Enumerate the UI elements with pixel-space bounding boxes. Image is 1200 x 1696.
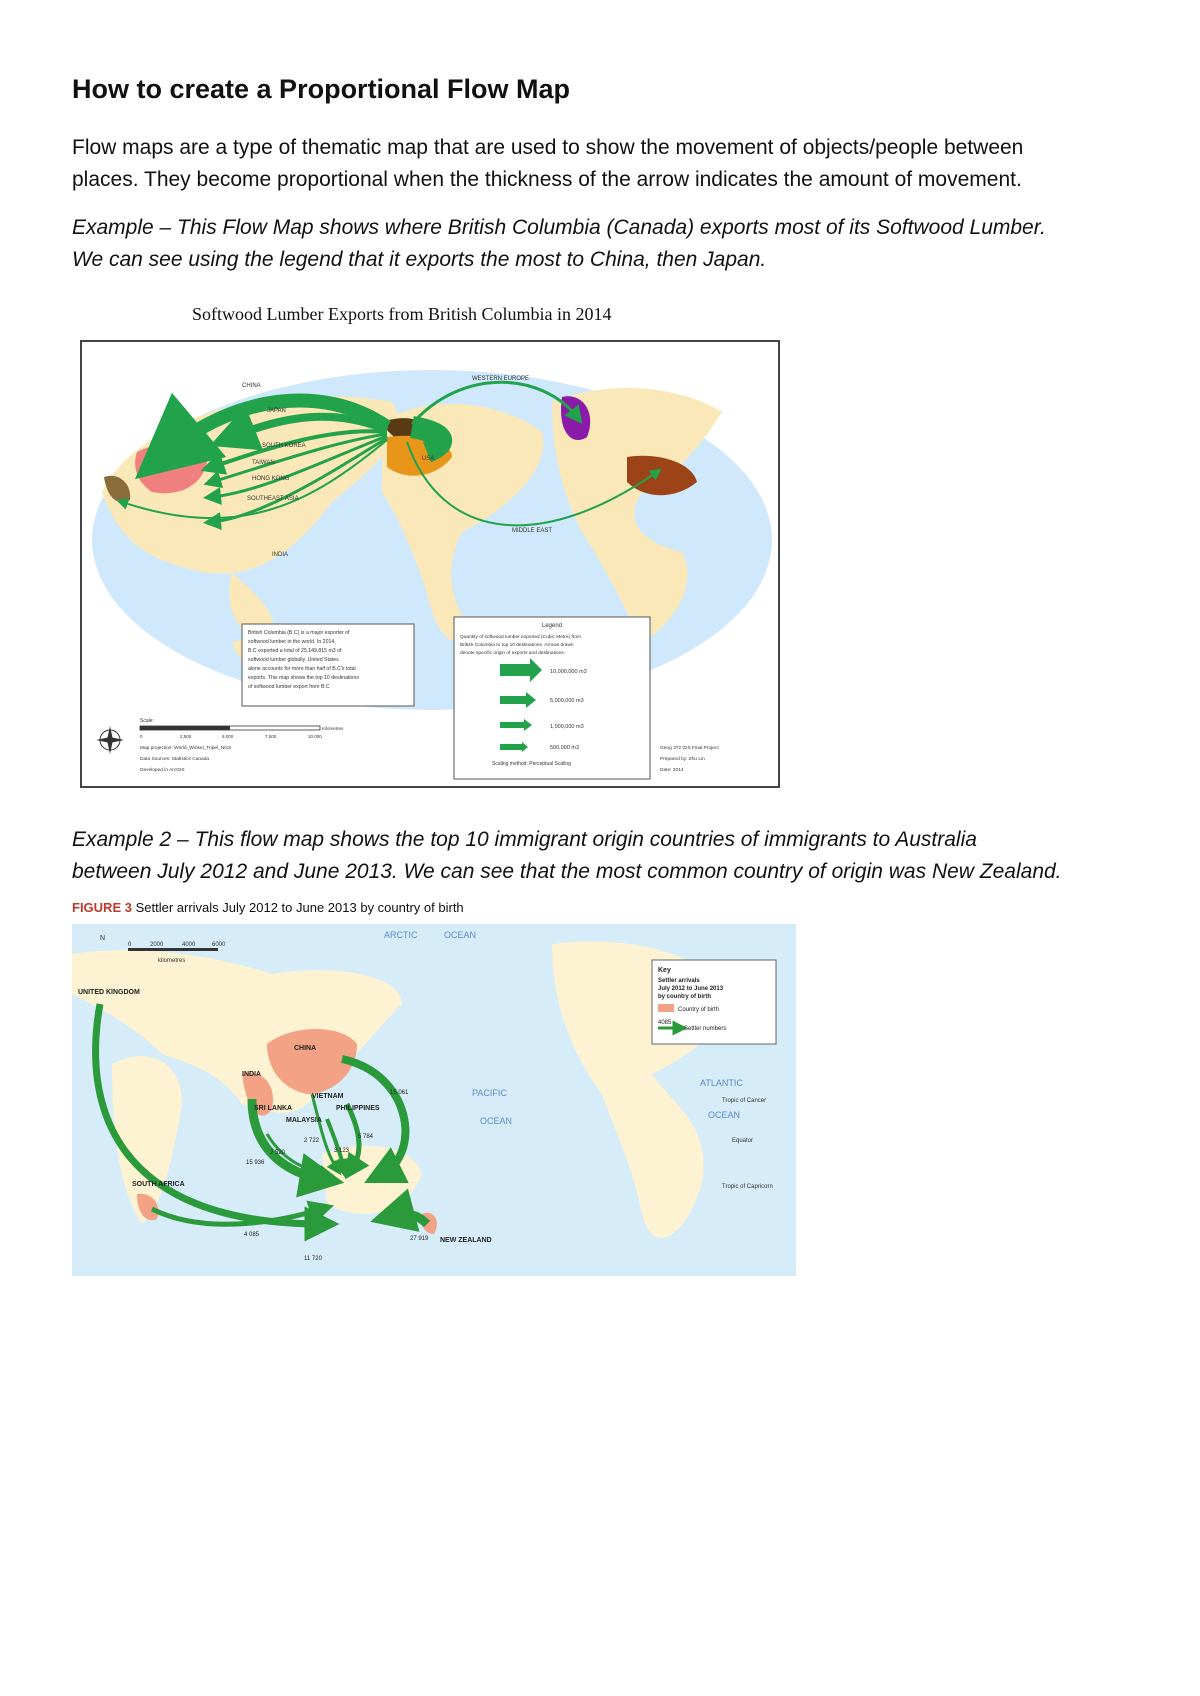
label-western-europe: WESTERN EUROPE xyxy=(472,376,530,382)
key-country-swatch xyxy=(658,1004,674,1012)
scale-labels: 0 2000 4000 6000 kilometres xyxy=(128,942,226,964)
label-japan: JAPAN xyxy=(267,408,286,414)
intro-paragraph xyxy=(72,132,1132,196)
value-new-zealand: 27 919 xyxy=(410,1236,429,1242)
label-china: CHINA xyxy=(294,1045,317,1052)
tropic-capricorn: Tropic of Capricorn xyxy=(722,1184,773,1190)
label-south-africa: SOUTH AFRICA xyxy=(132,1181,185,1188)
key-number-sample: 4085 xyxy=(658,1020,672,1026)
label-korea: SOUTH KOREA xyxy=(262,443,306,449)
label-malaysia: MALAYSIA xyxy=(286,1117,322,1124)
value-uk: 11 720 xyxy=(304,1256,322,1262)
scale-label: Scale: xyxy=(140,718,154,724)
label-middle-east: MIDDLE EAST xyxy=(512,528,553,534)
tropic-cancer: Tropic of Cancer xyxy=(722,1098,767,1104)
legend-description: Quantity of softwood lumber exported (Cubic Metre) from British Columbia to top 10 destinations. Arrows drawn denote specific origin of exports and destinations. xyxy=(460,635,582,656)
figure-label: FIGURE 3 xyxy=(72,900,132,915)
settler-flow-map-svg xyxy=(72,924,796,1276)
label-hongkong: HONG KONG xyxy=(252,476,290,482)
label-philippines: PHILIPPINES xyxy=(336,1105,380,1112)
figure3-caption xyxy=(72,900,464,915)
example2-line-1: Example 2 – This flow map shows the top 10 immigrant origin countries of immigrants to Australia xyxy=(72,828,977,851)
ocean-pacific: PACIFIC xyxy=(472,1088,507,1098)
ocean-atlantic-2: OCEAN xyxy=(708,1110,741,1120)
scale-bar xyxy=(128,948,218,951)
equator: Equator xyxy=(732,1138,754,1144)
info-box xyxy=(242,624,414,706)
settler-flow-map xyxy=(72,924,796,1276)
map1-title: Softwood Lumber Exports from British Columbia in 2014 xyxy=(192,304,612,324)
example1-line-1: Example – This Flow Map shows where British Columbia (Canada) exports most of its Softwood Lumber. xyxy=(72,216,1046,239)
intro-line-2: places. They become proportional when the thickness of the arrow indicates the amount of movement. xyxy=(72,168,1022,191)
value-china: 15 061 xyxy=(390,1090,409,1096)
value-sri-lanka: 2 520 xyxy=(270,1150,286,1156)
value-south-africa: 4 085 xyxy=(244,1232,260,1238)
scale-unit: Kilometres xyxy=(322,726,344,731)
lumber-flow-map xyxy=(80,340,780,788)
legend-scaling: Scaling method: Perceptual Scaling xyxy=(492,761,571,767)
value-vietnam: 2 722 xyxy=(304,1138,320,1144)
value-philippines: 5 784 xyxy=(358,1134,374,1140)
scale-bar-fill xyxy=(140,726,230,730)
lumber-flow-map-svg xyxy=(82,342,778,786)
value-india: 15 936 xyxy=(246,1160,265,1166)
example1-line-2: We can see using the legend that it exports the most to China, then Japan. xyxy=(72,248,767,271)
key-country-label: Country of birth xyxy=(678,1007,720,1013)
ocean-arctic-2: OCEAN xyxy=(444,930,477,940)
label-sri-lanka: SRI LANKA xyxy=(254,1105,293,1112)
figure-caption-text: Settler arrivals July 2012 to June 2013 by country of birth xyxy=(135,900,464,915)
legend-title: Legend xyxy=(541,623,563,629)
north-arrow-icon: N xyxy=(100,935,106,942)
ocean-atlantic: ATLANTIC xyxy=(700,1078,743,1088)
label-sea: SOUTHEAST ASIA xyxy=(247,496,299,502)
key-title: Key xyxy=(658,967,671,974)
label-taiwan: TAIWAN xyxy=(252,460,275,466)
intro-line-1: Flow maps are a type of thematic map that are used to show the movement of objects/people between xyxy=(72,136,1024,159)
value-malaysia: 3 123 xyxy=(334,1148,350,1154)
label-vietnam: VIETNAM xyxy=(312,1093,344,1100)
legend-class-2: 5,000,000 m3 xyxy=(550,698,584,704)
ocean-arctic: ARCTIC xyxy=(384,930,418,940)
north-arrow-icon xyxy=(96,726,124,754)
label-india: INDIA xyxy=(242,1071,262,1078)
page-title: How to create a Proportional Flow Map xyxy=(72,74,571,104)
key-number-label: Settler numbers xyxy=(684,1026,727,1032)
label-usa: USA xyxy=(422,456,435,462)
map1-author: Geog 372 GIS Final Project Prepared by: Zhu Lin Date: 2014 xyxy=(660,746,719,773)
scale-ticks: 0 2,500 5,000 7,500 10,000 xyxy=(140,734,322,739)
legend-class-3: 1,000,000 m3 xyxy=(550,724,584,730)
example2-line-2: between July 2012 and June 2013. We can see that the most common country of origin was New Zealand. xyxy=(72,860,1062,883)
legend-class-1: 10,000,000 m3 xyxy=(550,669,587,675)
label-uk: UNITED KINGDOM xyxy=(78,989,140,996)
label-china: CHINA xyxy=(242,383,261,389)
legend-class-4: 500,000 m3 xyxy=(550,745,580,751)
label-india: INDIA xyxy=(272,552,289,558)
example2-paragraph xyxy=(72,824,1132,888)
map1-credits: Map projection: World_Winkel_Tripel_NGS Data Sources: Statistics Canada Developed in ArcGIS xyxy=(140,746,232,773)
info-box-text: British Columbia (B.C) is a major exporter of softwood lumber in the world. In 2014, B.C exported a total of 25,149,815 m3 of softwood lumber globally. United States alone accounts for more than half of B.C's total exports. This map shows the top 10 destinations of softwood lumber export from B.C xyxy=(248,630,359,690)
example1-paragraph xyxy=(72,212,1132,276)
key-subtitle: Settler arrivals July 2012 to June 2013 by country of birth xyxy=(658,978,724,1000)
label-new-zealand: NEW ZEALAND xyxy=(440,1237,492,1244)
ocean-pacific-2: OCEAN xyxy=(480,1116,513,1126)
